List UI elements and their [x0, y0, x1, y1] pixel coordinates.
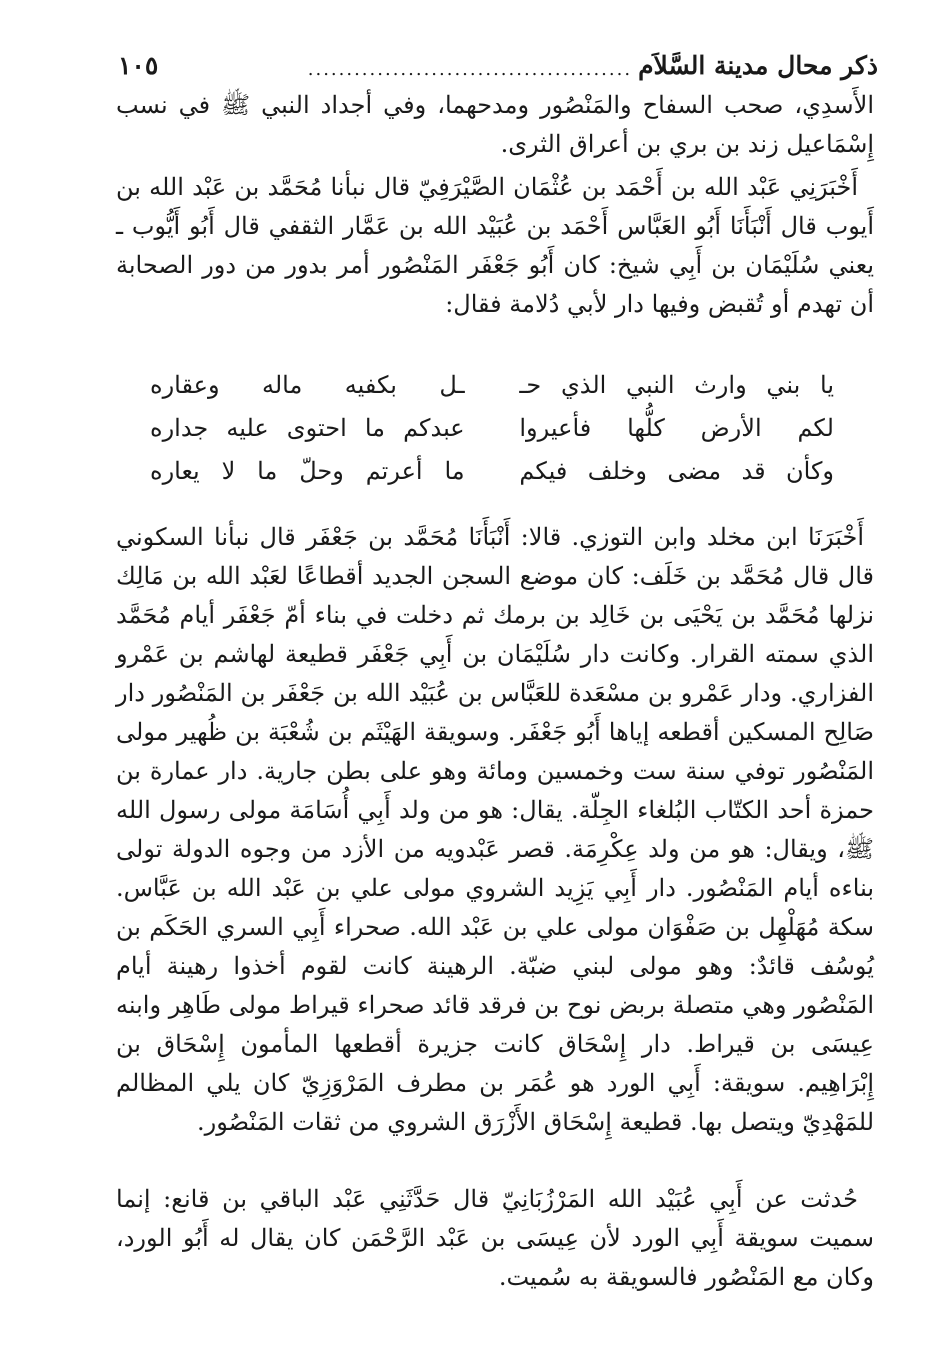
running-title: ذكر محال مدينة السَّلاَم: [638, 51, 878, 80]
page-header: [118, 46, 878, 86]
verse-second-hemistich: ـل بكفيه ماله وعقاره: [150, 371, 465, 399]
poem-verse: [150, 450, 834, 493]
poem-verse: [150, 407, 834, 450]
verse-second-hemistich: ما أعرتم وحلّ ما لا يعاره: [150, 457, 465, 485]
verse-first-hemistich: يا بني وارث النبي الذي حـ: [519, 371, 834, 399]
poem-verse: [150, 364, 834, 407]
paragraph-quarters-list: أَخْبَرَنَا ابن مخلد وابن التوزي. قالا: أَنْبَأَنَا مُحَمَّد بن جَعْفَر قال نبأنا السكوني قال قال مُحَمَّد بن خَلَف: كان موضع السجن الجديد أقطاعًا لعَبْد الله بن مَالِك نزلها مُحَمَّد بن يَحْيَى بن خَالِد بن برمك ثم دخلت في بناء أمّ جَعْفَر أيام مُحَمَّد الذي سمته القرار. وكانت دار سُلَيْمَان بن أَبِي جَعْفَر قطيعة لهاشم بن عَمْرو الفزاري. ودار عَمْرو بن مسْعَدة للعَبَّاس بن عُبَيْد الله بن جَعْفَر بن المَنْصُور دار صَالِح المسكين أقطعه إياها أَبُو جَعْفَر. وسويقة الهَيْثَم بن شُعْبَة بن ظُهير مولى المَنْصُور توفي سنة ست وخمسين ومائة وهو على بطن جارية. دار عمارة بن حمزة أحد الكتّاب البُلغاء الجِلّة. يقال: هو من ولد أَبِي أُسَامَة مولى رسول الله ﷺ، ويقال: هو من ولد عِكْرِمَة. قصر عَبْدويه من الأزد من وجوه الدولة تولى بناءه أيام المَنْصُور. دار أَبِي يَزِيد الشروي مولى علي بن عَبْد الله بن عَبَّاس. سكة مُهَلْهِل بن صَفْوَان مولى علي بن عَبْد الله. صحراء أَبِي السري الحَكَم بن يُوسُف قائدٌ: وهو مولى لبني ضبّة. الرهينة كانت لقوم أخذوا رهينة أيام المَنْصُور وهي متصلة بربض نوح بن فرقد قائد صحراء قيراط مولى طَاهِر وابنه عِيسَى بن قيراط. دار إِسْحَاق كانت جزيرة أقطعها المأمون إِسْحَاق بن إِبْرَاهِيم. سويقة: أَبِي الورد هو عُمَر بن مطرف المَرْوَزِيّ كان يلي المظالم للمَهْدِيّ ويتصل بها. قطيعة إِسْحَاق الأَزْرَق الشروي من ثقات المَنْصُور.: [116, 523, 875, 1136]
paragraph-isnad-abu-dulama: أَخْبَرَنِي عَبْد الله بن أَحْمَد بن عُثْمَان الصَّيْرَفِيّ قال نبأنا مُحَمَّد بن عَبْد الله بن أَيوب قال أَنْبَأَنَا أَبُو العَبَّاس أَحْمَد بن عُبَيْد الله بن عَمَّار الثقفي قال أَبُو أَيُّوب ـ يعني سُلَيْمَان بن أَبِي شيخ: كان أَبُو جَعْفَر المَنْصُور أمر بدور من دور الصحابة أن تهدم أو تُقبض وفيها دار لأبي دُلامة فقال:: [116, 173, 874, 318]
paragraph-asadi: الأَسدِي، صحب السفاح والمَنْصُور ومدحهما، وفي أجداد النبي ﷺ في نسب إِسْمَاعيل زند بن بري بن أعراق الثرى.: [116, 91, 874, 158]
verse-first-hemistich: وكأن قد مضى وخلف فيكم: [519, 457, 834, 485]
dot-leader: ..........................................: [307, 59, 633, 80]
page-number: ١٠٥: [118, 51, 159, 80]
verse-first-hemistich: لكم الأرض كلُّها فأعيروا: [519, 414, 834, 442]
verse-second-hemistich: عبدكم ما احتوى عليه جداره: [150, 414, 465, 442]
poem: [150, 364, 834, 493]
paragraph-suwayqa-abi-al-ward: حُدثت عن أَبِي عُبَيْد الله المَرْزُبَانِيّ قال حَدَّثَنِي عَبْد الباقي بن قانع: إنما سميت سويقة أَبِي الورد لأن عِيسَى بن عَبْد الرَّحْمَن كان يقال له أَبُو الورد، وكان مع المَنْصُور فالسويقة به سُميت.: [116, 1185, 874, 1291]
